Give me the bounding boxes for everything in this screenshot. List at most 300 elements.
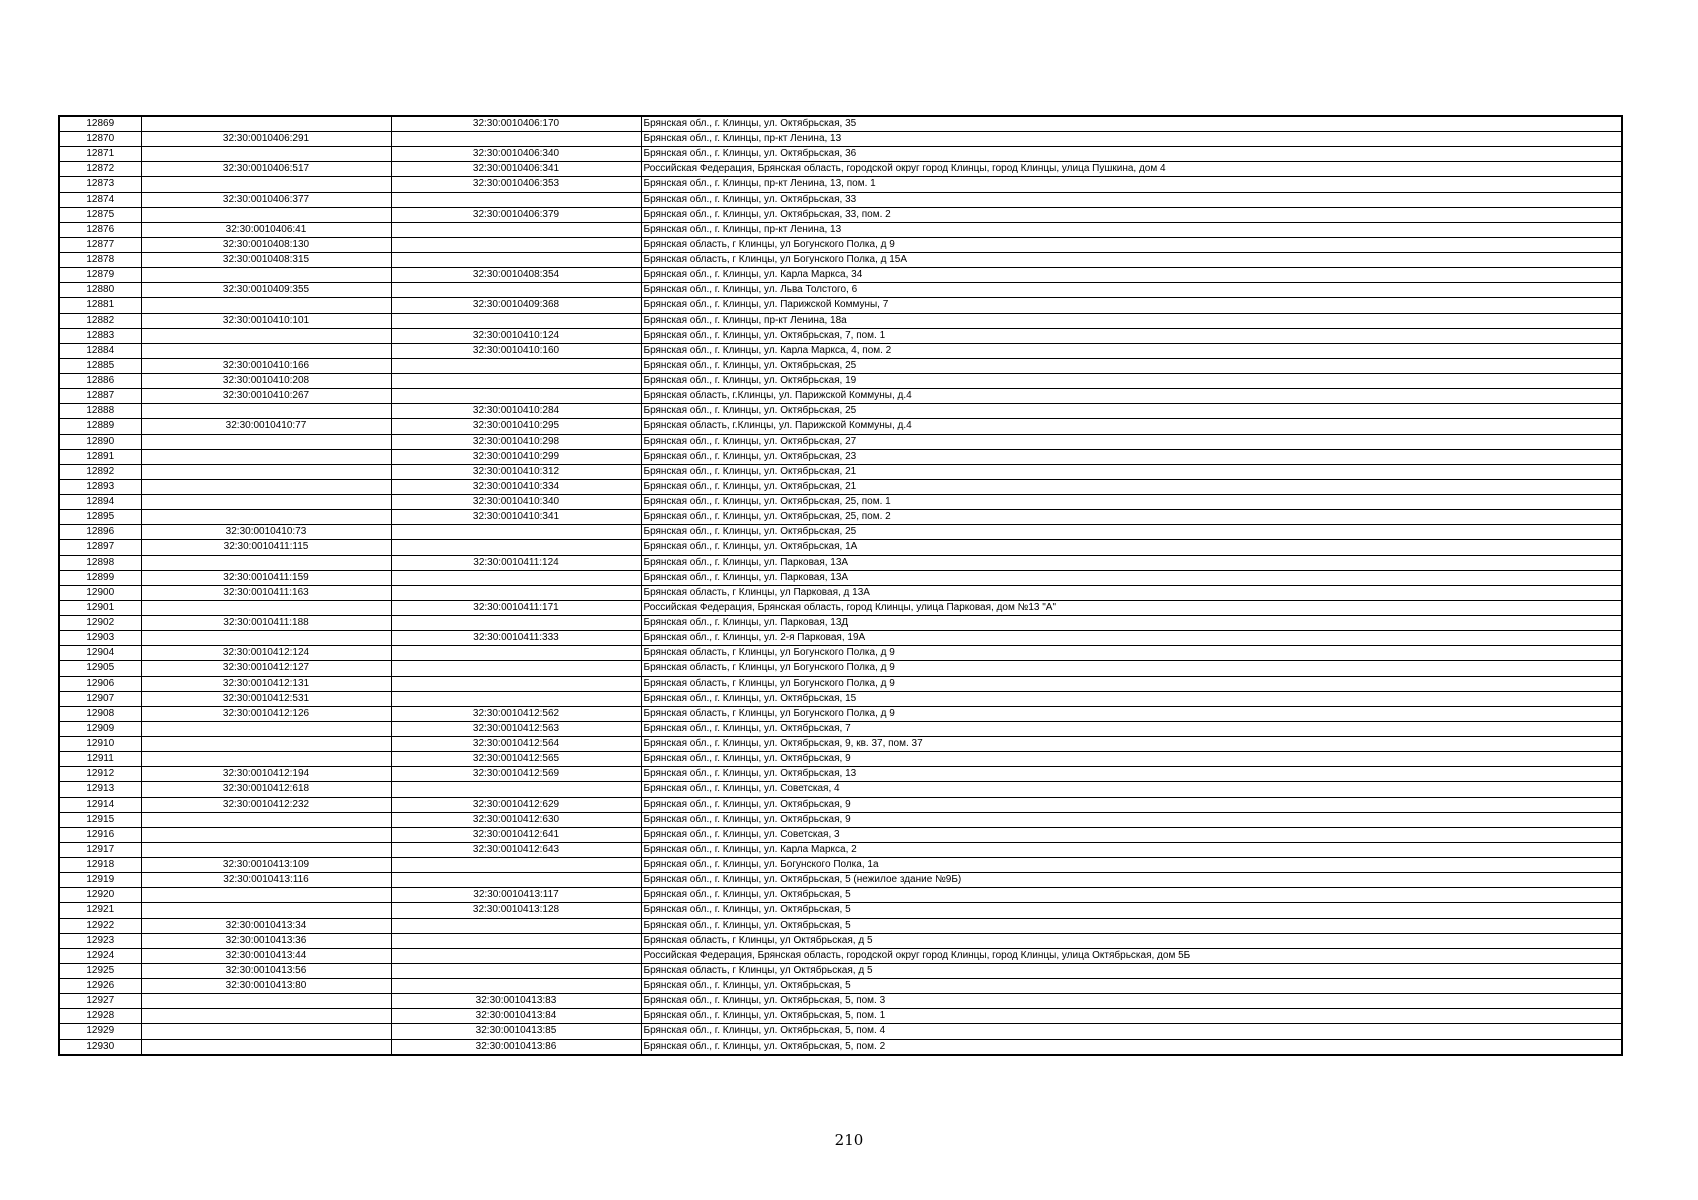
table-row [59,903,1622,918]
table-row [59,555,1622,570]
table-row [59,661,1622,676]
address-cell: Брянская обл., г. Клинцы, ул. Октябрьская, 13 [641,767,1622,782]
table-row [59,495,1622,510]
table-row [59,328,1622,343]
row-number-cell: 12872 [59,162,141,177]
address-cell: Брянская обл., г. Клинцы, пр-кт Ленина, 13 [641,132,1622,147]
building-cadastral-number-cell [391,358,641,373]
address-cell: Брянская область, г Клинцы, ул Богунского Полка, д 9 [641,661,1622,676]
cadastral-number-cell [141,479,391,494]
row-number-cell: 12905 [59,661,141,676]
row-number-cell: 12885 [59,358,141,373]
cadastral-number-cell: 32:30:0010411:188 [141,616,391,631]
building-cadastral-number-cell [391,374,641,389]
table-row [59,419,1622,434]
building-cadastral-number-cell [391,676,641,691]
building-cadastral-number-cell [391,782,641,797]
row-number-cell: 12884 [59,343,141,358]
building-cadastral-number-cell: 32:30:0010411:171 [391,600,641,615]
address-cell: Брянская обл., г. Клинцы, ул. Октябрьская, 5 (нежилое здание №9Б) [641,873,1622,888]
building-cadastral-number-cell: 32:30:0010413:128 [391,903,641,918]
cadastral-number-cell: 32:30:0010409:355 [141,283,391,298]
table-row [59,570,1622,585]
building-cadastral-number-cell: 32:30:0010410:284 [391,404,641,419]
building-cadastral-number-cell [391,237,641,252]
cadastral-number-cell [141,510,391,525]
address-cell: Брянская область, г Клинцы, ул Богунского Полка, д 9 [641,676,1622,691]
building-cadastral-number-cell: 32:30:0010413:84 [391,1009,641,1024]
address-cell: Брянская обл., г. Клинцы, ул. Октябрьская, 5 [641,888,1622,903]
address-cell: Брянская обл., г. Клинцы, ул. Октябрьская, 1А [641,540,1622,555]
address-cell: Брянская обл., г. Клинцы, ул. Октябрьская, 9 [641,812,1622,827]
table-row [59,646,1622,661]
row-number-cell: 12909 [59,721,141,736]
building-cadastral-number-cell [391,540,641,555]
row-number-cell: 12929 [59,1024,141,1039]
cadastral-number-cell [141,903,391,918]
building-cadastral-number-cell [391,585,641,600]
cadastral-number-cell [141,555,391,570]
cadastral-number-cell: 32:30:0010412:124 [141,646,391,661]
building-cadastral-number-cell: 32:30:0010406:379 [391,207,641,222]
cadastral-number-cell: 32:30:0010410:208 [141,374,391,389]
table-row [59,116,1622,132]
registry-table-body [59,116,1622,1055]
address-cell: Брянская обл., г. Клинцы, ул. Октябрьская, 36 [641,147,1622,162]
cadastral-number-cell [141,888,391,903]
table-row [59,253,1622,268]
table-row [59,585,1622,600]
table-row [59,767,1622,782]
address-cell: Российская Федерация, Брянская область, город Клинцы, улица Парковая, дом №13 "А" [641,600,1622,615]
building-cadastral-number-cell: 32:30:0010411:124 [391,555,641,570]
row-number-cell: 12877 [59,237,141,252]
address-cell: Брянская обл., г. Клинцы, ул. Богунского Полка, 1а [641,858,1622,873]
table-row [59,479,1622,494]
row-number-cell: 12897 [59,540,141,555]
cadastral-number-cell: 32:30:0010413:36 [141,933,391,948]
building-cadastral-number-cell [391,132,641,147]
table-row [59,298,1622,313]
building-cadastral-number-cell [391,979,641,994]
table-row [59,888,1622,903]
address-cell: Брянская область, г Клинцы, ул Богунского Полка, д 9 [641,237,1622,252]
row-number-cell: 12874 [59,192,141,207]
row-number-cell: 12915 [59,812,141,827]
address-cell: Брянская обл., г. Клинцы, ул. Карла Маркса, 4, пом. 2 [641,343,1622,358]
address-cell: Брянская обл., г. Клинцы, ул. Октябрьская, 5, пом. 3 [641,994,1622,1009]
row-number-cell: 12911 [59,752,141,767]
building-cadastral-number-cell [391,933,641,948]
building-cadastral-number-cell: 32:30:0010412:563 [391,721,641,736]
row-number-cell: 12901 [59,600,141,615]
cadastral-number-cell [141,721,391,736]
row-number-cell: 12914 [59,797,141,812]
row-number-cell: 12923 [59,933,141,948]
address-cell: Брянская обл., г. Клинцы, ул. Октябрьская, 35 [641,116,1622,132]
row-number-cell: 12916 [59,827,141,842]
row-number-cell: 12907 [59,691,141,706]
table-row [59,343,1622,358]
address-cell: Брянская обл., г. Клинцы, ул. Карла Маркса, 34 [641,268,1622,283]
cadastral-number-cell: 32:30:0010410:166 [141,358,391,373]
building-cadastral-number-cell [391,525,641,540]
address-cell: Брянская обл., г. Клинцы, ул. Парижской Коммуны, 7 [641,298,1622,313]
table-row [59,812,1622,827]
table-row [59,918,1622,933]
row-number-cell: 12889 [59,419,141,434]
table-row [59,842,1622,857]
table-row [59,873,1622,888]
table-row [59,994,1622,1009]
row-number-cell: 12880 [59,283,141,298]
table-row [59,827,1622,842]
cadastral-number-cell: 32:30:0010412:618 [141,782,391,797]
row-number-cell: 12895 [59,510,141,525]
address-cell: Брянская обл., г. Клинцы, ул. Октябрьская, 25 [641,358,1622,373]
cadastral-number-cell [141,207,391,222]
cadastral-number-cell [141,449,391,464]
building-cadastral-number-cell [391,646,641,661]
table-row [59,540,1622,555]
cadastral-number-cell [141,177,391,192]
cadastral-number-cell: 32:30:0010410:267 [141,389,391,404]
registry-table [58,115,1623,1056]
table-row [59,706,1622,721]
table-row [59,737,1622,752]
row-number-cell: 12878 [59,253,141,268]
row-number-cell: 12910 [59,737,141,752]
row-number-cell: 12921 [59,903,141,918]
row-number-cell: 12902 [59,616,141,631]
address-cell: Брянская обл., г. Клинцы, ул. Октябрьская, 33 [641,192,1622,207]
building-cadastral-number-cell: 32:30:0010413:85 [391,1024,641,1039]
row-number-cell: 12886 [59,374,141,389]
building-cadastral-number-cell [391,616,641,631]
building-cadastral-number-cell: 32:30:0010410:160 [391,343,641,358]
address-cell: Брянская обл., г. Клинцы, ул. Октябрьская, 21 [641,464,1622,479]
building-cadastral-number-cell: 32:30:0010410:295 [391,419,641,434]
address-cell: Брянская обл., г. Клинцы, ул. Октябрьская, 5, пом. 4 [641,1024,1622,1039]
building-cadastral-number-cell: 32:30:0010412:630 [391,812,641,827]
row-number-cell: 12920 [59,888,141,903]
table-row [59,358,1622,373]
building-cadastral-number-cell: 32:30:0010413:86 [391,1039,641,1055]
row-number-cell: 12912 [59,767,141,782]
address-cell: Брянская обл., г. Клинцы, ул. Октябрьская, 25 [641,525,1622,540]
building-cadastral-number-cell [391,222,641,237]
address-cell: Брянская обл., г. Клинцы, ул. 2-я Парковая, 19А [641,631,1622,646]
row-number-cell: 12904 [59,646,141,661]
building-cadastral-number-cell: 32:30:0010412:643 [391,842,641,857]
table-row [59,237,1622,252]
building-cadastral-number-cell [391,570,641,585]
cadastral-number-cell [141,328,391,343]
address-cell: Брянская обл., г. Клинцы, ул. Парковая, 13Д [641,616,1622,631]
table-row [59,933,1622,948]
table-row [59,404,1622,419]
table-row [59,631,1622,646]
cadastral-number-cell [141,600,391,615]
table-row [59,600,1622,615]
address-cell: Брянская обл., г. Клинцы, ул. Льва Толстого, 6 [641,283,1622,298]
cadastral-number-cell: 32:30:0010406:291 [141,132,391,147]
cadastral-number-cell: 32:30:0010413:44 [141,948,391,963]
address-cell: Брянская обл., г. Клинцы, ул. Парковая, 13А [641,570,1622,585]
building-cadastral-number-cell: 32:30:0010412:564 [391,737,641,752]
cadastral-number-cell: 32:30:0010412:531 [141,691,391,706]
table-row [59,1039,1622,1055]
table-row [59,752,1622,767]
table-row [59,132,1622,147]
table-row [59,721,1622,736]
address-cell: Брянская обл., г. Клинцы, ул. Октябрьская, 27 [641,434,1622,449]
address-cell: Брянская обл., г. Клинцы, пр-кт Ленина, 13, пом. 1 [641,177,1622,192]
table-row [59,858,1622,873]
address-cell: Брянская обл., г. Клинцы, ул. Октябрьская, 23 [641,449,1622,464]
cadastral-number-cell: 32:30:0010406:377 [141,192,391,207]
address-cell: Брянская обл., г. Клинцы, ул. Октябрьская, 5, пом. 1 [641,1009,1622,1024]
building-cadastral-number-cell [391,253,641,268]
table-row [59,434,1622,449]
address-cell: Брянская обл., г. Клинцы, ул. Октябрьская, 9 [641,797,1622,812]
cadastral-number-cell [141,827,391,842]
table-row [59,676,1622,691]
row-number-cell: 12918 [59,858,141,873]
address-cell: Брянская область, г Клинцы, ул Октябрьская, д 5 [641,933,1622,948]
cadastral-number-cell: 32:30:0010411:159 [141,570,391,585]
address-cell: Брянская область, г Клинцы, ул Богунского Полка, д 9 [641,646,1622,661]
cadastral-number-cell [141,298,391,313]
table-row [59,1009,1622,1024]
address-cell: Брянская область, г.Клинцы, ул. Парижской Коммуны, д.4 [641,389,1622,404]
cadastral-number-cell: 32:30:0010412:127 [141,661,391,676]
cadastral-number-cell: 32:30:0010406:517 [141,162,391,177]
table-row [59,525,1622,540]
row-number-cell: 12882 [59,313,141,328]
table-row [59,510,1622,525]
building-cadastral-number-cell: 32:30:0010406:170 [391,116,641,132]
row-number-cell: 12891 [59,449,141,464]
cadastral-number-cell: 32:30:0010410:73 [141,525,391,540]
row-number-cell: 12871 [59,147,141,162]
row-number-cell: 12890 [59,434,141,449]
building-cadastral-number-cell: 32:30:0010410:341 [391,510,641,525]
building-cadastral-number-cell: 32:30:0010409:368 [391,298,641,313]
row-number-cell: 12922 [59,918,141,933]
row-number-cell: 12888 [59,404,141,419]
table-row [59,222,1622,237]
cadastral-number-cell [141,994,391,1009]
address-cell: Брянская обл., г. Клинцы, ул. Парковая, 13А [641,555,1622,570]
cadastral-number-cell: 32:30:0010412:131 [141,676,391,691]
address-cell: Брянская обл., г. Клинцы, ул. Октябрьская, 7 [641,721,1622,736]
building-cadastral-number-cell: 32:30:0010410:340 [391,495,641,510]
cadastral-number-cell [141,147,391,162]
address-cell: Брянская обл., г. Клинцы, ул. Октябрьская, 9, кв. 37, пом. 37 [641,737,1622,752]
address-cell: Российская Федерация, Брянская область, городской округ город Клинцы, город Клинцы, улица Пушкина, дом 4 [641,162,1622,177]
row-number-cell: 12913 [59,782,141,797]
table-row [59,979,1622,994]
cadastral-number-cell [141,434,391,449]
row-number-cell: 12896 [59,525,141,540]
address-cell: Брянская обл., г. Клинцы, ул. Октябрьская, 25, пом. 2 [641,510,1622,525]
building-cadastral-number-cell: 32:30:0010412:641 [391,827,641,842]
cadastral-number-cell: 32:30:0010408:130 [141,237,391,252]
building-cadastral-number-cell: 32:30:0010413:117 [391,888,641,903]
row-number-cell: 12908 [59,706,141,721]
row-number-cell: 12917 [59,842,141,857]
address-cell: Брянская обл., г. Клинцы, ул. Октябрьская, 5 [641,903,1622,918]
cadastral-number-cell: 32:30:0010413:34 [141,918,391,933]
cadastral-number-cell [141,752,391,767]
cadastral-number-cell [141,404,391,419]
cadastral-number-cell: 32:30:0010410:77 [141,419,391,434]
row-number-cell: 12883 [59,328,141,343]
building-cadastral-number-cell: 32:30:0010412:629 [391,797,641,812]
row-number-cell: 12870 [59,132,141,147]
row-number-cell: 12875 [59,207,141,222]
page-number: 210 [834,1131,864,1149]
building-cadastral-number-cell: 32:30:0010406:341 [391,162,641,177]
cadastral-number-cell [141,631,391,646]
row-number-cell: 12927 [59,994,141,1009]
row-number-cell: 12887 [59,389,141,404]
address-cell: Брянская обл., г. Клинцы, ул. Октябрьская, 33, пом. 2 [641,207,1622,222]
address-cell: Брянская обл., г. Клинцы, пр-кт Ленина, 18а [641,313,1622,328]
address-cell: Брянская обл., г. Клинцы, ул. Карла Маркса, 2 [641,842,1622,857]
building-cadastral-number-cell [391,948,641,963]
cadastral-number-cell: 32:30:0010411:115 [141,540,391,555]
table-row [59,389,1622,404]
address-cell: Брянская область, г Клинцы, ул Парковая, д 13А [641,585,1622,600]
row-number-cell: 12876 [59,222,141,237]
table-row [59,147,1622,162]
table-row [59,464,1622,479]
building-cadastral-number-cell [391,918,641,933]
cadastral-number-cell [141,1039,391,1055]
row-number-cell: 12899 [59,570,141,585]
row-number-cell: 12926 [59,979,141,994]
table-row [59,374,1622,389]
row-number-cell: 12898 [59,555,141,570]
cadastral-number-cell: 32:30:0010411:163 [141,585,391,600]
building-cadastral-number-cell [391,192,641,207]
address-cell: Брянская область, г.Клинцы, ул. Парижской Коммуны, д.4 [641,419,1622,434]
table-row [59,797,1622,812]
table-row [59,449,1622,464]
building-cadastral-number-cell [391,858,641,873]
address-cell: Брянская обл., г. Клинцы, ул. Советская, 3 [641,827,1622,842]
address-cell: Брянская обл., г. Клинцы, ул. Октябрьская, 5 [641,918,1622,933]
cadastral-number-cell: 32:30:0010413:116 [141,873,391,888]
cadastral-number-cell [141,343,391,358]
cadastral-number-cell: 32:30:0010413:80 [141,979,391,994]
building-cadastral-number-cell: 32:30:0010410:298 [391,434,641,449]
table-row [59,268,1622,283]
cadastral-number-cell: 32:30:0010412:126 [141,706,391,721]
row-number-cell: 12881 [59,298,141,313]
row-number-cell: 12873 [59,177,141,192]
building-cadastral-number-cell: 32:30:0010412:565 [391,752,641,767]
building-cadastral-number-cell: 32:30:0010413:83 [391,994,641,1009]
building-cadastral-number-cell [391,313,641,328]
building-cadastral-number-cell [391,389,641,404]
building-cadastral-number-cell: 32:30:0010406:353 [391,177,641,192]
building-cadastral-number-cell: 32:30:0010410:312 [391,464,641,479]
cadastral-number-cell [141,842,391,857]
cadastral-number-cell: 32:30:0010408:315 [141,253,391,268]
building-cadastral-number-cell [391,661,641,676]
table-row [59,207,1622,222]
cadastral-number-cell [141,737,391,752]
row-number-cell: 12879 [59,268,141,283]
row-number-cell: 12928 [59,1009,141,1024]
row-number-cell: 12924 [59,948,141,963]
table-row [59,782,1622,797]
cadastral-number-cell [141,268,391,283]
address-cell: Брянская обл., г. Клинцы, ул. Октябрьская, 5, пом. 2 [641,1039,1622,1055]
row-number-cell: 12900 [59,585,141,600]
building-cadastral-number-cell [391,963,641,978]
row-number-cell: 12919 [59,873,141,888]
address-cell: Брянская обл., г. Клинцы, ул. Октябрьская, 21 [641,479,1622,494]
cadastral-number-cell: 32:30:0010406:41 [141,222,391,237]
row-number-cell: 12892 [59,464,141,479]
table-row [59,1024,1622,1039]
address-cell: Брянская обл., г. Клинцы, ул. Советская, 4 [641,782,1622,797]
address-cell: Брянская обл., г. Клинцы, пр-кт Ленина, 13 [641,222,1622,237]
cadastral-number-cell: 32:30:0010413:56 [141,963,391,978]
cadastral-number-cell [141,812,391,827]
table-row [59,313,1622,328]
building-cadastral-number-cell [391,691,641,706]
address-cell: Брянская обл., г. Клинцы, ул. Октябрьская, 9 [641,752,1622,767]
building-cadastral-number-cell: 32:30:0010410:299 [391,449,641,464]
table-row [59,162,1622,177]
address-cell: Брянская обл., г. Клинцы, ул. Октябрьская, 19 [641,374,1622,389]
address-cell: Брянская область, г Клинцы, ул Богунского Полка, д 15А [641,253,1622,268]
address-cell: Брянская обл., г. Клинцы, ул. Октябрьская, 25 [641,404,1622,419]
address-cell: Брянская область, г Клинцы, ул Октябрьская, д 5 [641,963,1622,978]
building-cadastral-number-cell: 32:30:0010406:340 [391,147,641,162]
row-number-cell: 12906 [59,676,141,691]
building-cadastral-number-cell: 32:30:0010412:569 [391,767,641,782]
row-number-cell: 12925 [59,963,141,978]
building-cadastral-number-cell: 32:30:0010408:354 [391,268,641,283]
row-number-cell: 12930 [59,1039,141,1055]
address-cell: Брянская обл., г. Клинцы, ул. Октябрьская, 25, пом. 1 [641,495,1622,510]
cadastral-number-cell: 32:30:0010412:194 [141,767,391,782]
address-cell: Брянская обл., г. Клинцы, ул. Октябрьская, 5 [641,979,1622,994]
address-cell: Брянская обл., г. Клинцы, ул. Октябрьская, 15 [641,691,1622,706]
building-cadastral-number-cell [391,283,641,298]
building-cadastral-number-cell [391,873,641,888]
row-number-cell: 12893 [59,479,141,494]
building-cadastral-number-cell: 32:30:0010412:562 [391,706,641,721]
cadastral-number-cell [141,495,391,510]
address-cell: Брянская обл., г. Клинцы, ул. Октябрьская, 7, пом. 1 [641,328,1622,343]
cadastral-number-cell [141,464,391,479]
cadastral-number-cell [141,1009,391,1024]
table-row [59,616,1622,631]
table-row [59,177,1622,192]
row-number-cell: 12894 [59,495,141,510]
table-row [59,283,1622,298]
building-cadastral-number-cell: 32:30:0010410:124 [391,328,641,343]
cadastral-number-cell [141,116,391,132]
row-number-cell: 12869 [59,116,141,132]
